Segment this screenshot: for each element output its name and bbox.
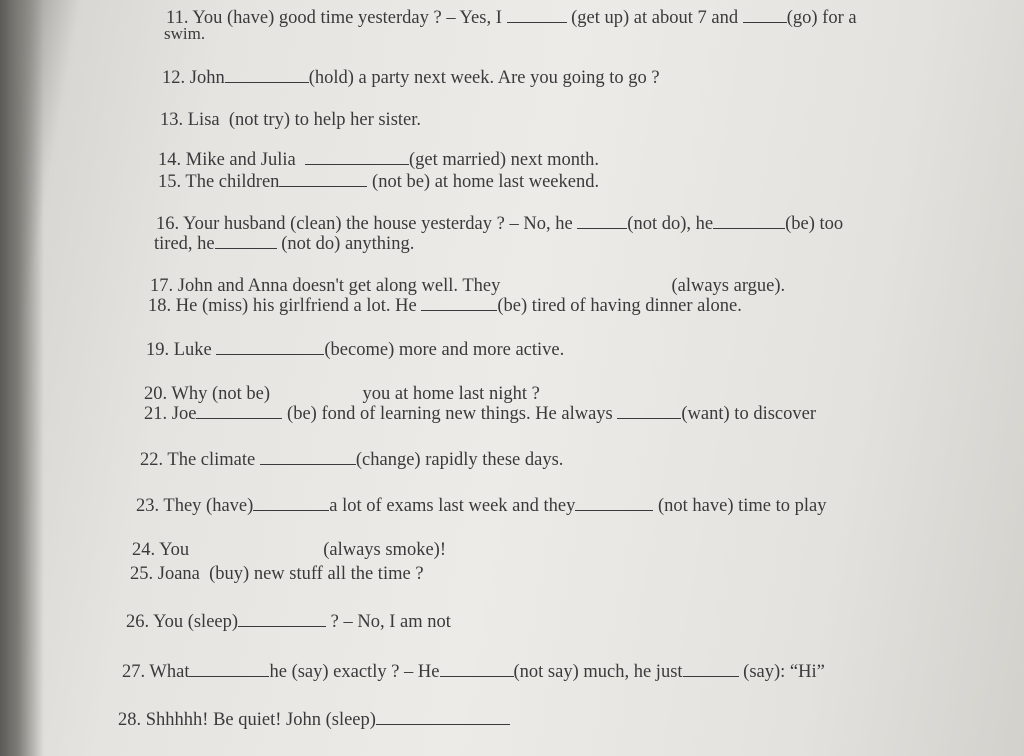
item-text: 13. Lisa (not try) to help her sister. <box>160 110 422 130</box>
answer-blank[interactable] <box>225 68 309 83</box>
item-text: 16. Your husband (clean) the house yesterday ? – No, he <box>156 214 578 234</box>
item-text: 24. You (always smoke)! <box>132 540 446 560</box>
item-text: (be) too <box>785 214 844 234</box>
item-21 <box>144 404 816 424</box>
item-text: 19. Luke <box>146 340 217 360</box>
item-17 <box>150 276 785 296</box>
item-text: 15. The children <box>158 172 280 192</box>
item-text: 26. You (sleep) <box>126 612 239 632</box>
item-text: he (say) exactly ? – He <box>269 662 440 682</box>
item-14 <box>158 150 599 170</box>
item-19 <box>146 340 564 360</box>
item-text: (be) tired of having dinner alone. <box>497 296 742 316</box>
item-text: (hold) a party next week. Are you going to go ? <box>308 68 660 88</box>
item-26 <box>126 612 451 632</box>
answer-blank[interactable] <box>189 662 269 677</box>
item-24 <box>132 540 446 560</box>
item-text: (not be) at home last weekend. <box>367 172 600 192</box>
answer-blank[interactable] <box>279 172 367 187</box>
answer-blank[interactable] <box>305 150 409 165</box>
answer-blank[interactable] <box>216 340 324 355</box>
item-20 <box>144 384 540 404</box>
item-text: 14. Mike and Julia <box>158 150 305 170</box>
answer-blank[interactable] <box>743 8 787 23</box>
item-text: 23. They (have) <box>136 496 254 516</box>
item-text: (not do), he <box>627 214 714 234</box>
answer-blank[interactable] <box>577 214 627 229</box>
answer-blank[interactable] <box>238 612 326 627</box>
item-text: (not do) anything. <box>276 234 415 254</box>
answer-blank[interactable] <box>376 710 510 725</box>
item-text: (change) rapidly these days. <box>355 450 564 470</box>
item-27 <box>122 662 825 682</box>
item-text: (get up) at about 7 and <box>566 8 743 28</box>
item-text: 27. What <box>122 662 190 682</box>
item-text: 11. You (have) good time yesterday ? – Yes, I <box>166 8 507 28</box>
answer-blank[interactable] <box>683 662 739 677</box>
item-text: (go) for a <box>786 8 857 28</box>
item-text: tired, he <box>154 234 215 254</box>
answer-blank[interactable] <box>575 496 653 511</box>
item-text: (become) more and more active. <box>324 340 565 360</box>
item-text: 28. Shhhhh! Be quiet! John (sleep) <box>118 710 376 730</box>
item-text: 12. John <box>162 68 225 88</box>
item-text: 25. Joana (buy) new stuff all the time ? <box>130 564 424 584</box>
answer-blank[interactable] <box>507 8 567 23</box>
item-text: (not have) time to play <box>653 496 827 516</box>
answer-blank[interactable] <box>421 296 497 311</box>
item-text: swim. <box>164 24 206 43</box>
item-text: 22. The climate <box>140 450 260 470</box>
item-text: 17. John and Anna doesn't get along well. They (always argue). <box>150 276 786 296</box>
item-text: (say): “Hi” <box>738 662 825 682</box>
item-28 <box>118 710 510 730</box>
item-11 <box>166 8 857 28</box>
item-text: a lot of exams last week and they <box>329 496 576 516</box>
item-text: 18. He (miss) his girlfriend a lot. He <box>148 296 422 316</box>
item-16-cont <box>154 234 414 254</box>
item-text: ? – No, I am not <box>326 612 451 632</box>
answer-blank[interactable] <box>440 662 514 677</box>
answer-blank[interactable] <box>253 496 329 511</box>
item-text: 20. Why (not be) you at home last night ? <box>144 384 540 404</box>
item-text: (get married) next month. <box>408 150 600 170</box>
page-shadow-edge <box>0 0 44 756</box>
item-16 <box>156 214 843 234</box>
item-25 <box>130 564 424 584</box>
answer-blank[interactable] <box>260 450 356 465</box>
item-text: (not say) much, he just <box>513 662 683 682</box>
item-15 <box>158 172 599 192</box>
answer-blank[interactable] <box>196 404 282 419</box>
item-text: (be) fond of learning new things. He always <box>282 404 618 424</box>
item-13 <box>160 110 421 130</box>
item-23 <box>136 496 827 516</box>
answer-blank[interactable] <box>713 214 785 229</box>
item-11-cont <box>164 24 205 44</box>
item-22 <box>140 450 563 470</box>
item-text: (want) to discover <box>681 404 816 424</box>
item-18 <box>148 296 742 316</box>
answer-blank[interactable] <box>215 234 277 249</box>
item-text: 21. Joe <box>144 404 197 424</box>
answer-blank[interactable] <box>617 404 681 419</box>
item-12 <box>162 68 660 88</box>
